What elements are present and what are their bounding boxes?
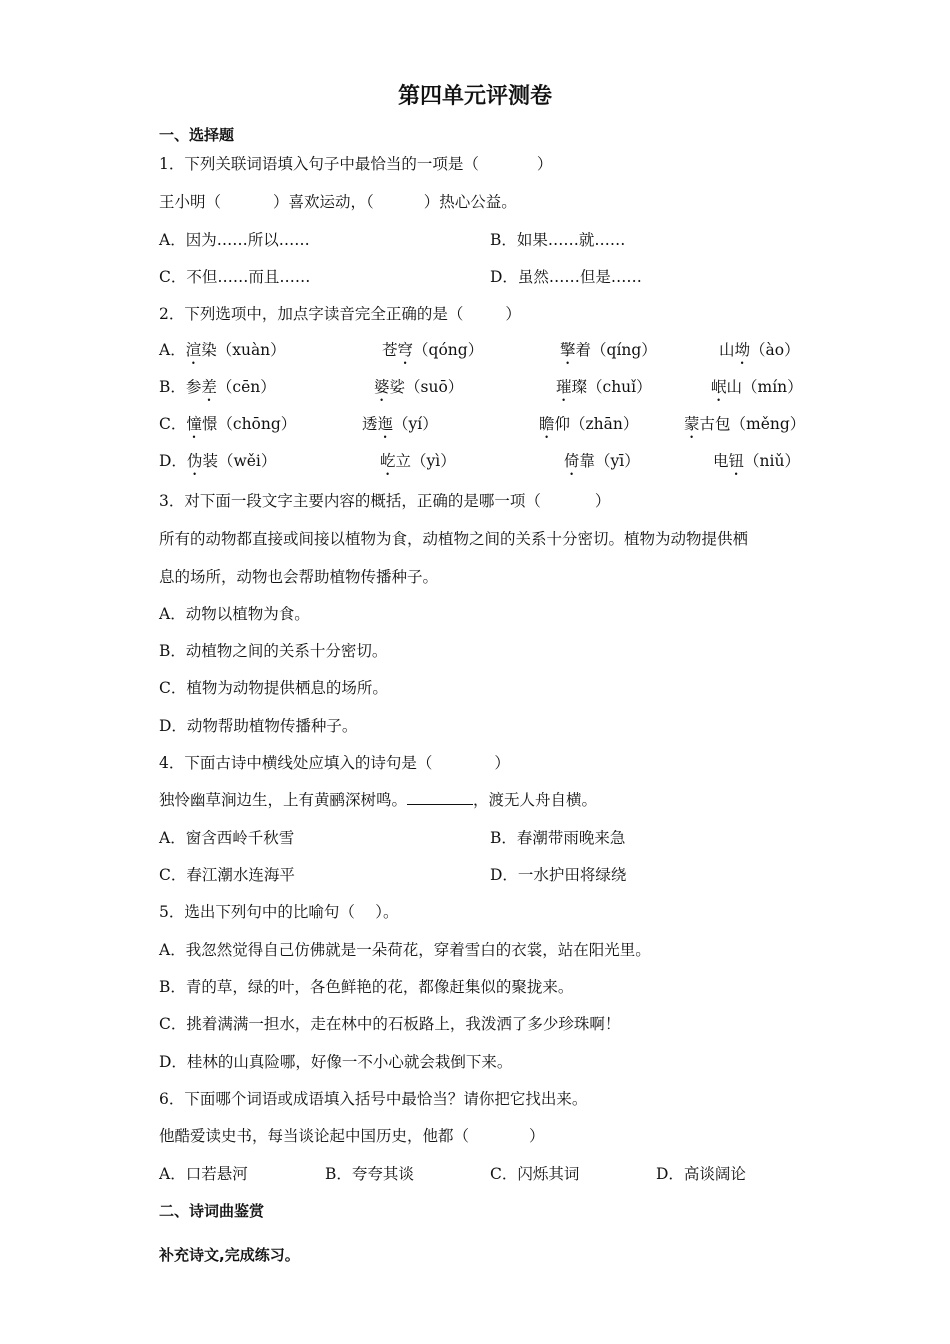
question-1-option-b: B．如果……就…… xyxy=(490,231,626,249)
question-2-row-c-item-1: C．憧憬（chōng） xyxy=(159,415,297,433)
question-1-option-d: D．虽然……但是…… xyxy=(490,268,642,286)
question-4-stem: 4．下面古诗中横线处应填入的诗句是（ ） xyxy=(159,754,510,772)
page-title: 第四单元评测卷 xyxy=(397,84,552,109)
question-5-option-d: D．桂林的山真险哪，好像一不小心就会栽倒下来。 xyxy=(159,1053,513,1071)
question-6-sentence: 他酷爱读史书，每当谈论起中国历史，他都（ ） xyxy=(159,1127,545,1145)
section-heading-choice: 一、选择题 xyxy=(159,126,235,144)
question-2-row-b-item-1: B．参差（cēn） xyxy=(159,378,276,396)
question-2-row-a-item-2: 苍穹（qóng） xyxy=(382,341,484,359)
question-2-row-c-item-4: 蒙古包（měng） xyxy=(684,415,806,433)
question-2-stem: 2．下列选项中，加点字读音完全正确的是（ ） xyxy=(159,305,521,323)
question-2-row-a-item-1: A．渲染（xuàn） xyxy=(159,341,286,359)
question-6-option-d: D．高谈阔论 xyxy=(656,1165,746,1183)
question-1-option-a: A．因为……所以…… xyxy=(159,231,310,249)
question-2-row-b-item-2: 婆娑（suō） xyxy=(374,378,464,396)
question-5-option-c: C．挑着满满一担水，走在林中的石板路上，我泼洒了多少珍珠啊！ xyxy=(159,1015,621,1033)
question-4-option-a: A．窗含西岭千秋雪 xyxy=(159,829,295,847)
question-6-option-a: A．口若悬河 xyxy=(159,1165,248,1183)
question-2-row-c-item-3: 瞻仰（zhān） xyxy=(539,415,639,433)
question-3-stem: 3．对下面一段文字主要内容的概括，正确的是哪一项（ ） xyxy=(159,492,611,510)
question-3-passage-line-2: 息的场所，动物也会帮助植物传播种子。 xyxy=(159,568,439,586)
section-heading-poetry: 二、诗词曲鉴赏 xyxy=(159,1202,265,1220)
question-3-option-c: C．植物为动物提供栖息的场所。 xyxy=(159,679,388,697)
question-1-sentence: 王小明（ ）喜欢运动，（ ）热心公益。 xyxy=(159,193,517,211)
question-2-row-b-item-3: 璀璨（chuǐ） xyxy=(556,378,652,396)
question-3-passage-line-1: 所有的动物都直接或间接以植物为食，动植物之间的关系十分密切。植物为动物提供栖 xyxy=(159,530,749,548)
question-3-option-a: A．动物以植物为食。 xyxy=(159,605,310,623)
question-5-stem: 5．选出下列句中的比喻句（ ）。 xyxy=(159,903,399,921)
question-1-stem: 1．下列关联词语填入句子中最恰当的一项是（ ） xyxy=(159,155,553,173)
question-4-option-c: C．春江潮水连海平 xyxy=(159,866,295,884)
question-3-option-d: D．动物帮助植物传播种子。 xyxy=(159,717,358,735)
question-2-row-c-item-2: 透迤（yí） xyxy=(362,415,438,433)
question-2-row-a-item-3: 擎着（qíng） xyxy=(560,341,657,359)
question-6-option-c: C．闪烁其词 xyxy=(490,1165,580,1183)
question-6-stem: 6．下面哪个词语或成语填入括号中最恰当？请你把它找出来。 xyxy=(159,1090,588,1108)
poem-blank xyxy=(407,789,473,805)
question-4-option-b: B．春潮带雨晚来急 xyxy=(490,829,626,847)
poetry-instruction: 补充诗文,完成练习。 xyxy=(159,1246,300,1264)
question-3-option-b: B．动植物之间的关系十分密切。 xyxy=(159,642,388,660)
question-5-option-a: A．我忽然觉得自己仿佛就是一朵荷花，穿着雪白的衣裳，站在阳光里。 xyxy=(159,941,651,959)
question-2-row-d-item-1: D．伪装（wěi） xyxy=(159,452,277,470)
question-6-option-b: B．夸夸其谈 xyxy=(325,1165,414,1183)
question-5-option-b: B．青的草，绿的叶，各色鲜艳的花，都像赶集似的聚拢来。 xyxy=(159,978,574,996)
question-2-row-b-item-4: 岷山（mín） xyxy=(711,378,803,396)
question-2-row-d-item-2: 屹立（yì） xyxy=(380,452,456,470)
question-4-option-d: D．一水护田将绿绕 xyxy=(490,866,627,884)
question-2-row-d-item-3: 倚靠（yī） xyxy=(564,452,640,470)
question-2-row-a-item-4: 山坳（ào） xyxy=(719,341,800,359)
question-2-row-d-item-4: 电钮（niǔ） xyxy=(713,452,800,470)
question-1-option-c: C．不但……而且…… xyxy=(159,268,311,286)
question-4-poem-line: 独怜幽草涧边生，上有黄鹂深树鸣。 ，渡无人舟自横。 xyxy=(159,791,598,809)
